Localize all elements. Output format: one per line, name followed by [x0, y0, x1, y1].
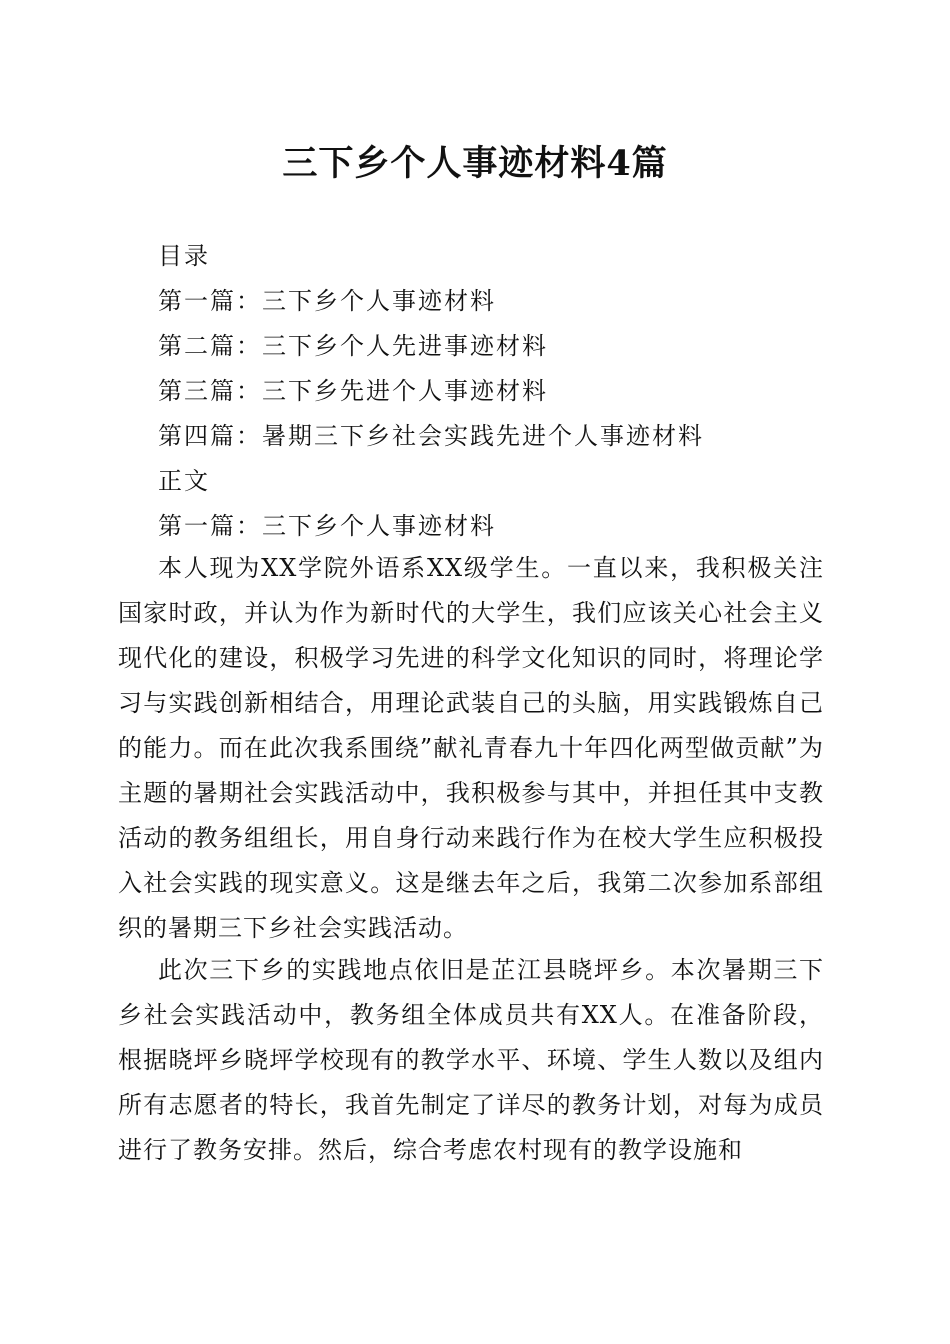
section-title: 第一篇：三下乡个人事迹材料 [158, 512, 496, 540]
toc-item-1: 第一篇：三下乡个人事迹材料 [158, 287, 496, 315]
body-paragraph-2: 此次三下乡的实践地点依旧是芷江县晓坪乡。本次暑期三下乡社会实践活动中，教务组全体成员共有XX人。在准备阶段，根据晓坪乡晓坪学校现有的教学水平、环境、学生人数以及组内所有志愿者的特长，我首先制定了详尽的教务计划，对每为成员进行了教务安排。然后，综合考虑农村现有的教学设施和 [118, 956, 824, 1164]
toc-item-2: 第二篇：三下乡个人先进事迹材料 [158, 332, 548, 360]
toc-heading: 目录 [158, 242, 210, 270]
document-title: 三下乡个人事迹材料4篇 [282, 143, 668, 184]
body-paragraph-1: 本人现为XX学院外语系XX级学生。一直以来，我积极关注国家时政，并认为作为新时代的大学生，我们应该关心社会主义现代化的建设，积极学习先进的科学文化知识的同时，将理论学习与实践创新相结合，用理论武装自己的头脑，用实践锻炼自己的能力。而在此次我系围绕”献礼青春九十年四化两型做贡献”为主题的暑期社会实践活动中，我积极参与其中，并担任其中支教活动的教务组组长，用自身行动来践行作为在校大学生应积极投入社会实践的现实意义。这是继去年之后，我第二次参加系部组织的暑期三下乡社会实践活动。 [118, 554, 824, 942]
body-heading: 正文 [158, 467, 210, 495]
toc-item-3: 第三篇：三下乡先进个人事迹材料 [158, 377, 548, 405]
toc-item-4: 第四篇：暑期三下乡社会实践先进个人事迹材料 [158, 422, 704, 450]
